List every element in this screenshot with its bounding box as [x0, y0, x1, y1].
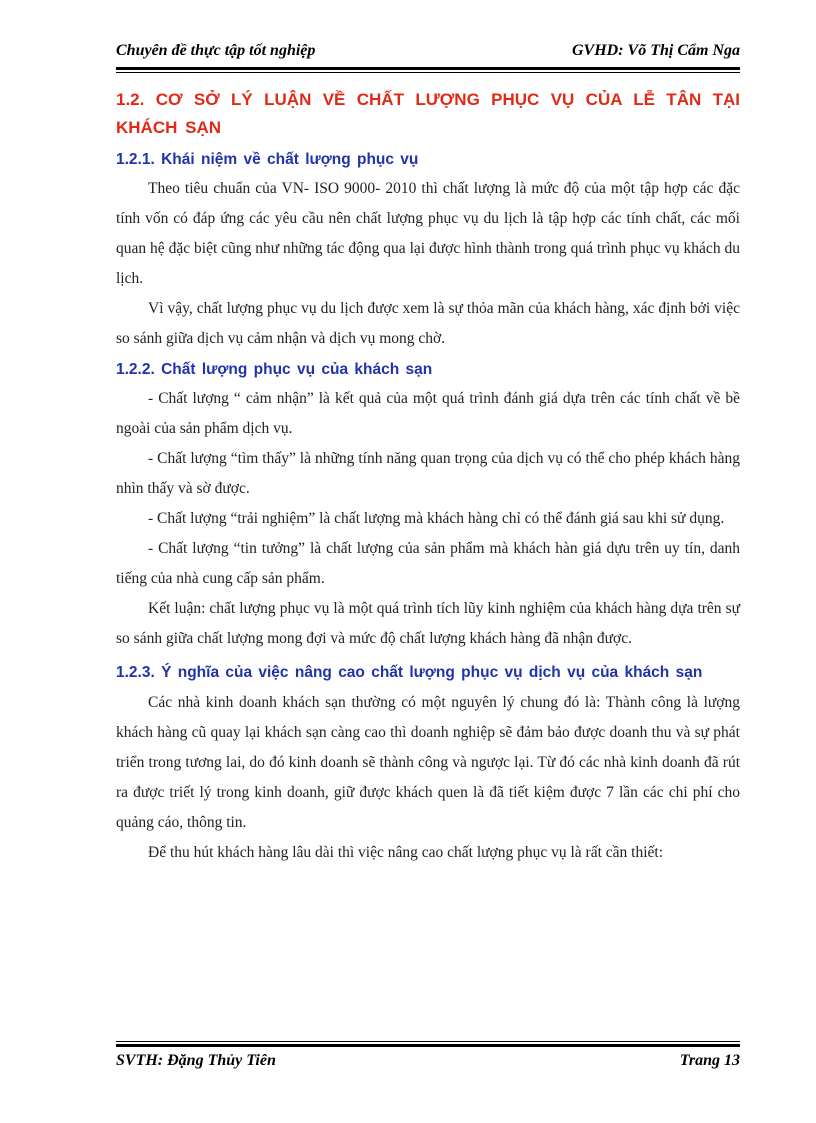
paragraph: Các nhà kinh doanh khách sạn thường có một nguyên lý chung đó là: Thành công là lượng khách hàng cũ quay lại khách sạn càng cao thì doanh nghiệp sẽ đảm bảo được doanh thu và sự phát triển trong tương lai, do đó kinh doanh sẽ thành công và ngược lại. Từ đó các nhà kinh doanh đã rút ra được triết lý trong kinh doanh, giữ được khách quen là đã tiết kiệm được 7 lần các chi phí cho quảng cáo, thông tin. [116, 694, 740, 831]
footer-page-number: Trang 13 [679, 1052, 740, 1069]
subsection-heading-1-2-1: 1.2.1. Khái niệm về chất lượng phục vụ [116, 151, 419, 168]
paragraph: Vì vậy, chất lượng phục vụ du lịch được xem là sự thỏa mãn của khách hàng, xác định bởi việc so sánh giữa dịch vụ cảm nhận và dịch vụ mong chờ. [116, 300, 740, 347]
page-content [116, 86, 740, 868]
footer-student: SVTH: Đặng Thủy Tiên [116, 1052, 276, 1069]
header-rule-thick [116, 67, 740, 70]
header-course-title: Chuyên đề thực tập tốt nghiệp [116, 42, 316, 59]
paragraph: Kết luận: chất lượng phục vụ là một quá trình tích lũy kinh nghiệm của khách hàng dựa trên sự so sánh giữa chất lượng mong đợi và mức độ chất lượng khách hàng đã nhận được. [116, 600, 740, 647]
footer-rule-thick [116, 1044, 740, 1047]
paragraph: Để thu hút khách hàng lâu dài thì việc nâng cao chất lượng phục vụ là rất cần thiết: [148, 844, 664, 861]
header-rule-thin [116, 72, 740, 73]
subsection-heading-1-2-3: 1.2.3. Ý nghĩa của việc nâng cao chất lượng phục vụ dịch vụ của khách sạn [116, 664, 703, 681]
page-footer [116, 1052, 740, 1070]
section-title: 1.2. CƠ SỞ LÝ LUẬN VỀ CHẤT LƯỢNG PHỤC VỤ CỦA LỄ TÂN TẠI KHÁCH SẠN [116, 90, 740, 137]
paragraph: Theo tiêu chuẩn của VN- ISO 9000- 2010 thì chất lượng là mức độ của một tập hợp các đặc tính vốn có đáp ứng các yêu cầu nên chất lượng phục vụ du lịch là tập hợp các tính chất, các mối quan hệ đặc biệt cũng như những tác động qua lại được hình thành trong quá trình phục vụ khách du lịch. [116, 180, 740, 287]
page-header [116, 42, 740, 60]
paragraph: - Chất lượng “tìm thấy” là những tính năng quan trọng của dịch vụ có thể cho phép khách hàng nhìn thấy và sờ được. [116, 450, 740, 497]
paragraph: - Chất lượng “tin tưởng” là chất lượng của sản phẩm mà khách hàn giá dựu trên uy tín, danh tiếng của nhà cung cấp sản phẩm. [116, 540, 740, 587]
paragraph: - Chất lượng “ cảm nhận” là kết quả của một quá trình đánh giá dựa trên các tính chất về bề ngoài của sản phẩm dịch vụ. [116, 390, 740, 437]
footer-rule-thin [116, 1041, 740, 1042]
paragraph: - Chất lượng “trải nghiệm” là chất lượng mà khách hàng chỉ có thể đánh giá sau khi sử dụng. [148, 510, 725, 527]
subsection-heading-1-2-2: 1.2.2. Chất lượng phục vụ của khách sạn [116, 361, 433, 378]
header-supervisor: GVHD: Võ Thị Cẩm Nga [571, 42, 740, 59]
